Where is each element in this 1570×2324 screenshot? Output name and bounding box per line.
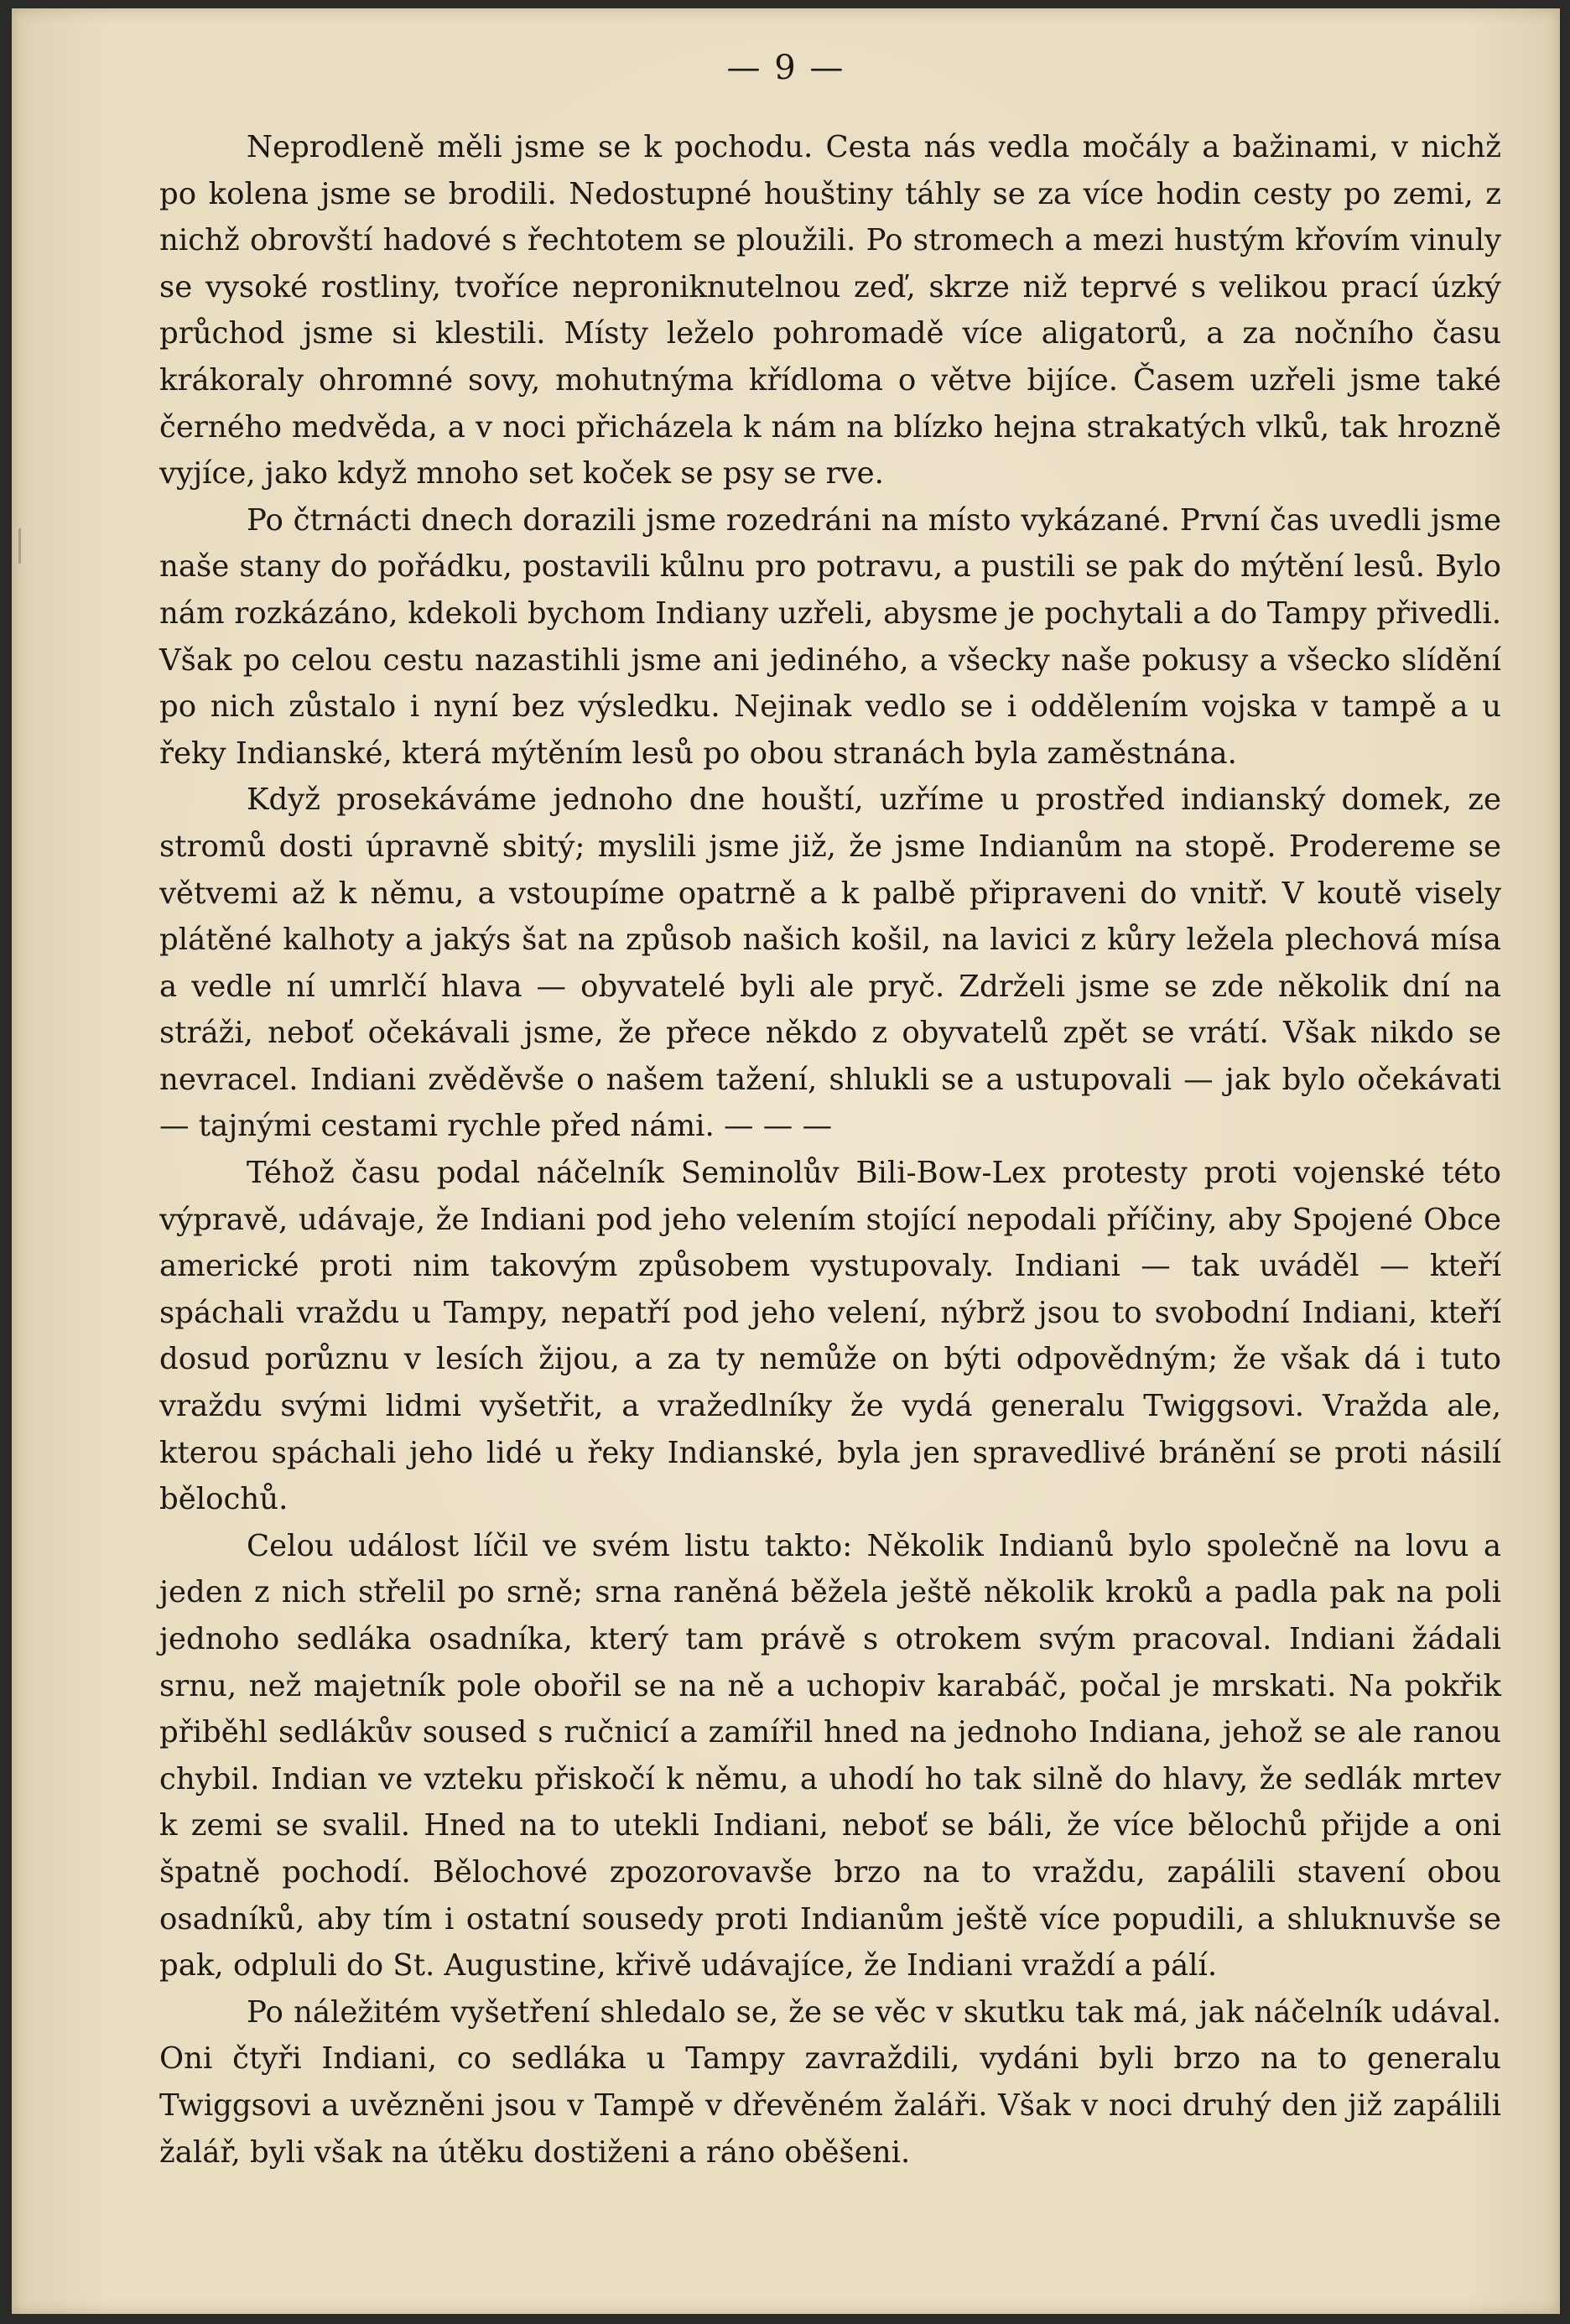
paragraph-3: Když prosekáváme jednoho dne houští, uzříme u prostřed indianský domek, ze stromů dosti úpravně sbitý; myslili jsme již, že jsme Indianům na stopě. Prodereme se větvemi až k němu, a vstoupíme opatrně a k palbě připraveni do vnitř. V koutě visely plátěné kalhoty a jakýs šat na způsob našich košil, na lavici z kůry ležela plechová mísa a vedle ní umrlčí hlava — obyvatelé byli ale pryč. Zdrželi jsme se zde několik dní na stráži, neboť očekávali jsme, že přece někdo z obyvatelů zpět se vrátí. Však nikdo se nevracel. Indiani zvěděvše o našem tažení, shlukli se a ustupovali — jak bylo očekávati — tajnými cestami rychle před námi. — — — (159, 782, 1501, 1144)
paragraph-6: Po náležitém vyšetření shledalo se, že se věc v skutku tak má, jak náčelník udával. Oni čtyři Indiani, co sedláka u Tampy zavraždili, vydáni byli brzo na to generalu Twiggsovi a uvězněni jsou v Tampě v dřevěném žaláři. Však v noci druhý den již zapálili žalář, byli však na útěku dostiženi a ráno oběšeni. (159, 1994, 1501, 2170)
paragraph-4: Téhož času podal náčelník Seminolův Bili-Bow-Lex protesty proti vojenské této výpravě, udávaje, že Indiani pod jeho velením stojící nepodali příčiny, aby Spojené Obce americké proti nim takovým způsobem vystupovaly. Indiani — tak uváděl — kteří spáchali vraždu u Tampy, nepatří pod jeho velení, nýbrž jsou to svobodní Indiani, kteří dosud porůznu v lesích žijou, a za ty nemůže on býti odpovědným; že však dá i tuto vraždu svými lidmi vyšetřit, a vražedlníky že vydá generalu Twiggsovi. Vražda ale, kterou spáchali jeho lidé u řeky Indianské, byla jen spravedlivé bránění se proti násilí bělochů. (159, 1156, 1501, 1517)
margin-mark (18, 528, 21, 564)
paragraph-1: Neprodleně měli jsme se k pochodu. Cesta nás vedla močály a bažinami, v nichž po kolena jsme se brodili. Nedostupné houštiny táhly se za více hodin cesty po zemi, z nichž obrovští hadové s řechtotem se ploužili. Po stromech a mezi hustým křovím vinuly se vysoké rostliny, tvoříce neproniknutelnou zeď, skrze niž teprvé s velikou prací úzký průchod jsme si klestili. Místy leželo pohromadě více aligatorů, a za nočního času krákoraly ohromné sovy, mohutnýma křídloma o větve bijíce. Časem uzřeli jsme také černého medvěda, a v noci přicházela k nám na blízko hejna strakatých vlků, tak hrozně vyjíce, jako když mnoho set koček se psy se rve. (159, 130, 1501, 491)
book-page (12, 8, 1560, 2314)
body-text (159, 124, 1501, 2176)
page-number: — 9 — (726, 49, 845, 87)
paragraph-5: Celou událost líčil ve svém listu takto: Několik Indianů bylo společně na lovu a jeden z nich střelil po srně; srna raněná běžela ještě několik kroků a padla pak na poli jednoho sedláka osadníka, který tam právě s otrokem svým pracoval. Indiani žádali srnu, než majetník pole obořil se na ně a uchopiv karabáč, počal je mrskati. Na pokřik přiběhl sedlákův soused s ručnicí a zamířil hned na jednoho Indiana, jehož se ale ranou chybil. Indian ve vzteku přiskočí k němu, a uhodí ho tak silně do hlavy, že sedlák mrtev k zemi se svalil. Hned na to utekli Indiani, neboť se báli, že více bělochů přijde a oni špatně pochodí. Bělochové zpozorovavše brzo na to vraždu, zapálili stavení obou osadníků, aby tím i ostatní sousedy proti Indianům ještě více popudili, a shluknuvše se pak, odpluli do St. Augustine, křivě udávajíce, že Indiani vraždí a pálí. (159, 1528, 1501, 1983)
paragraph-2: Po čtrnácti dnech dorazili jsme rozedráni na místo vykázané. První čas uvedli jsme naše stany do pořádku, postavili kůlnu pro potravu, a pustili se pak do mýtění lesů. Bylo nám rozkázáno, kdekoli bychom Indiany uzřeli, abysme je pochytali a do Tampy přivedli. Však po celou cestu nazastihli jsme ani jediného, a všecky naše pokusy a všecko slídění po nich zůstalo i nyní bez výsledku. Nejinak vedlo se i oddělením vojska v tampě a u řeky Indianské, která mýtěním lesů po obou stranách byla zaměstnána. (159, 502, 1501, 771)
